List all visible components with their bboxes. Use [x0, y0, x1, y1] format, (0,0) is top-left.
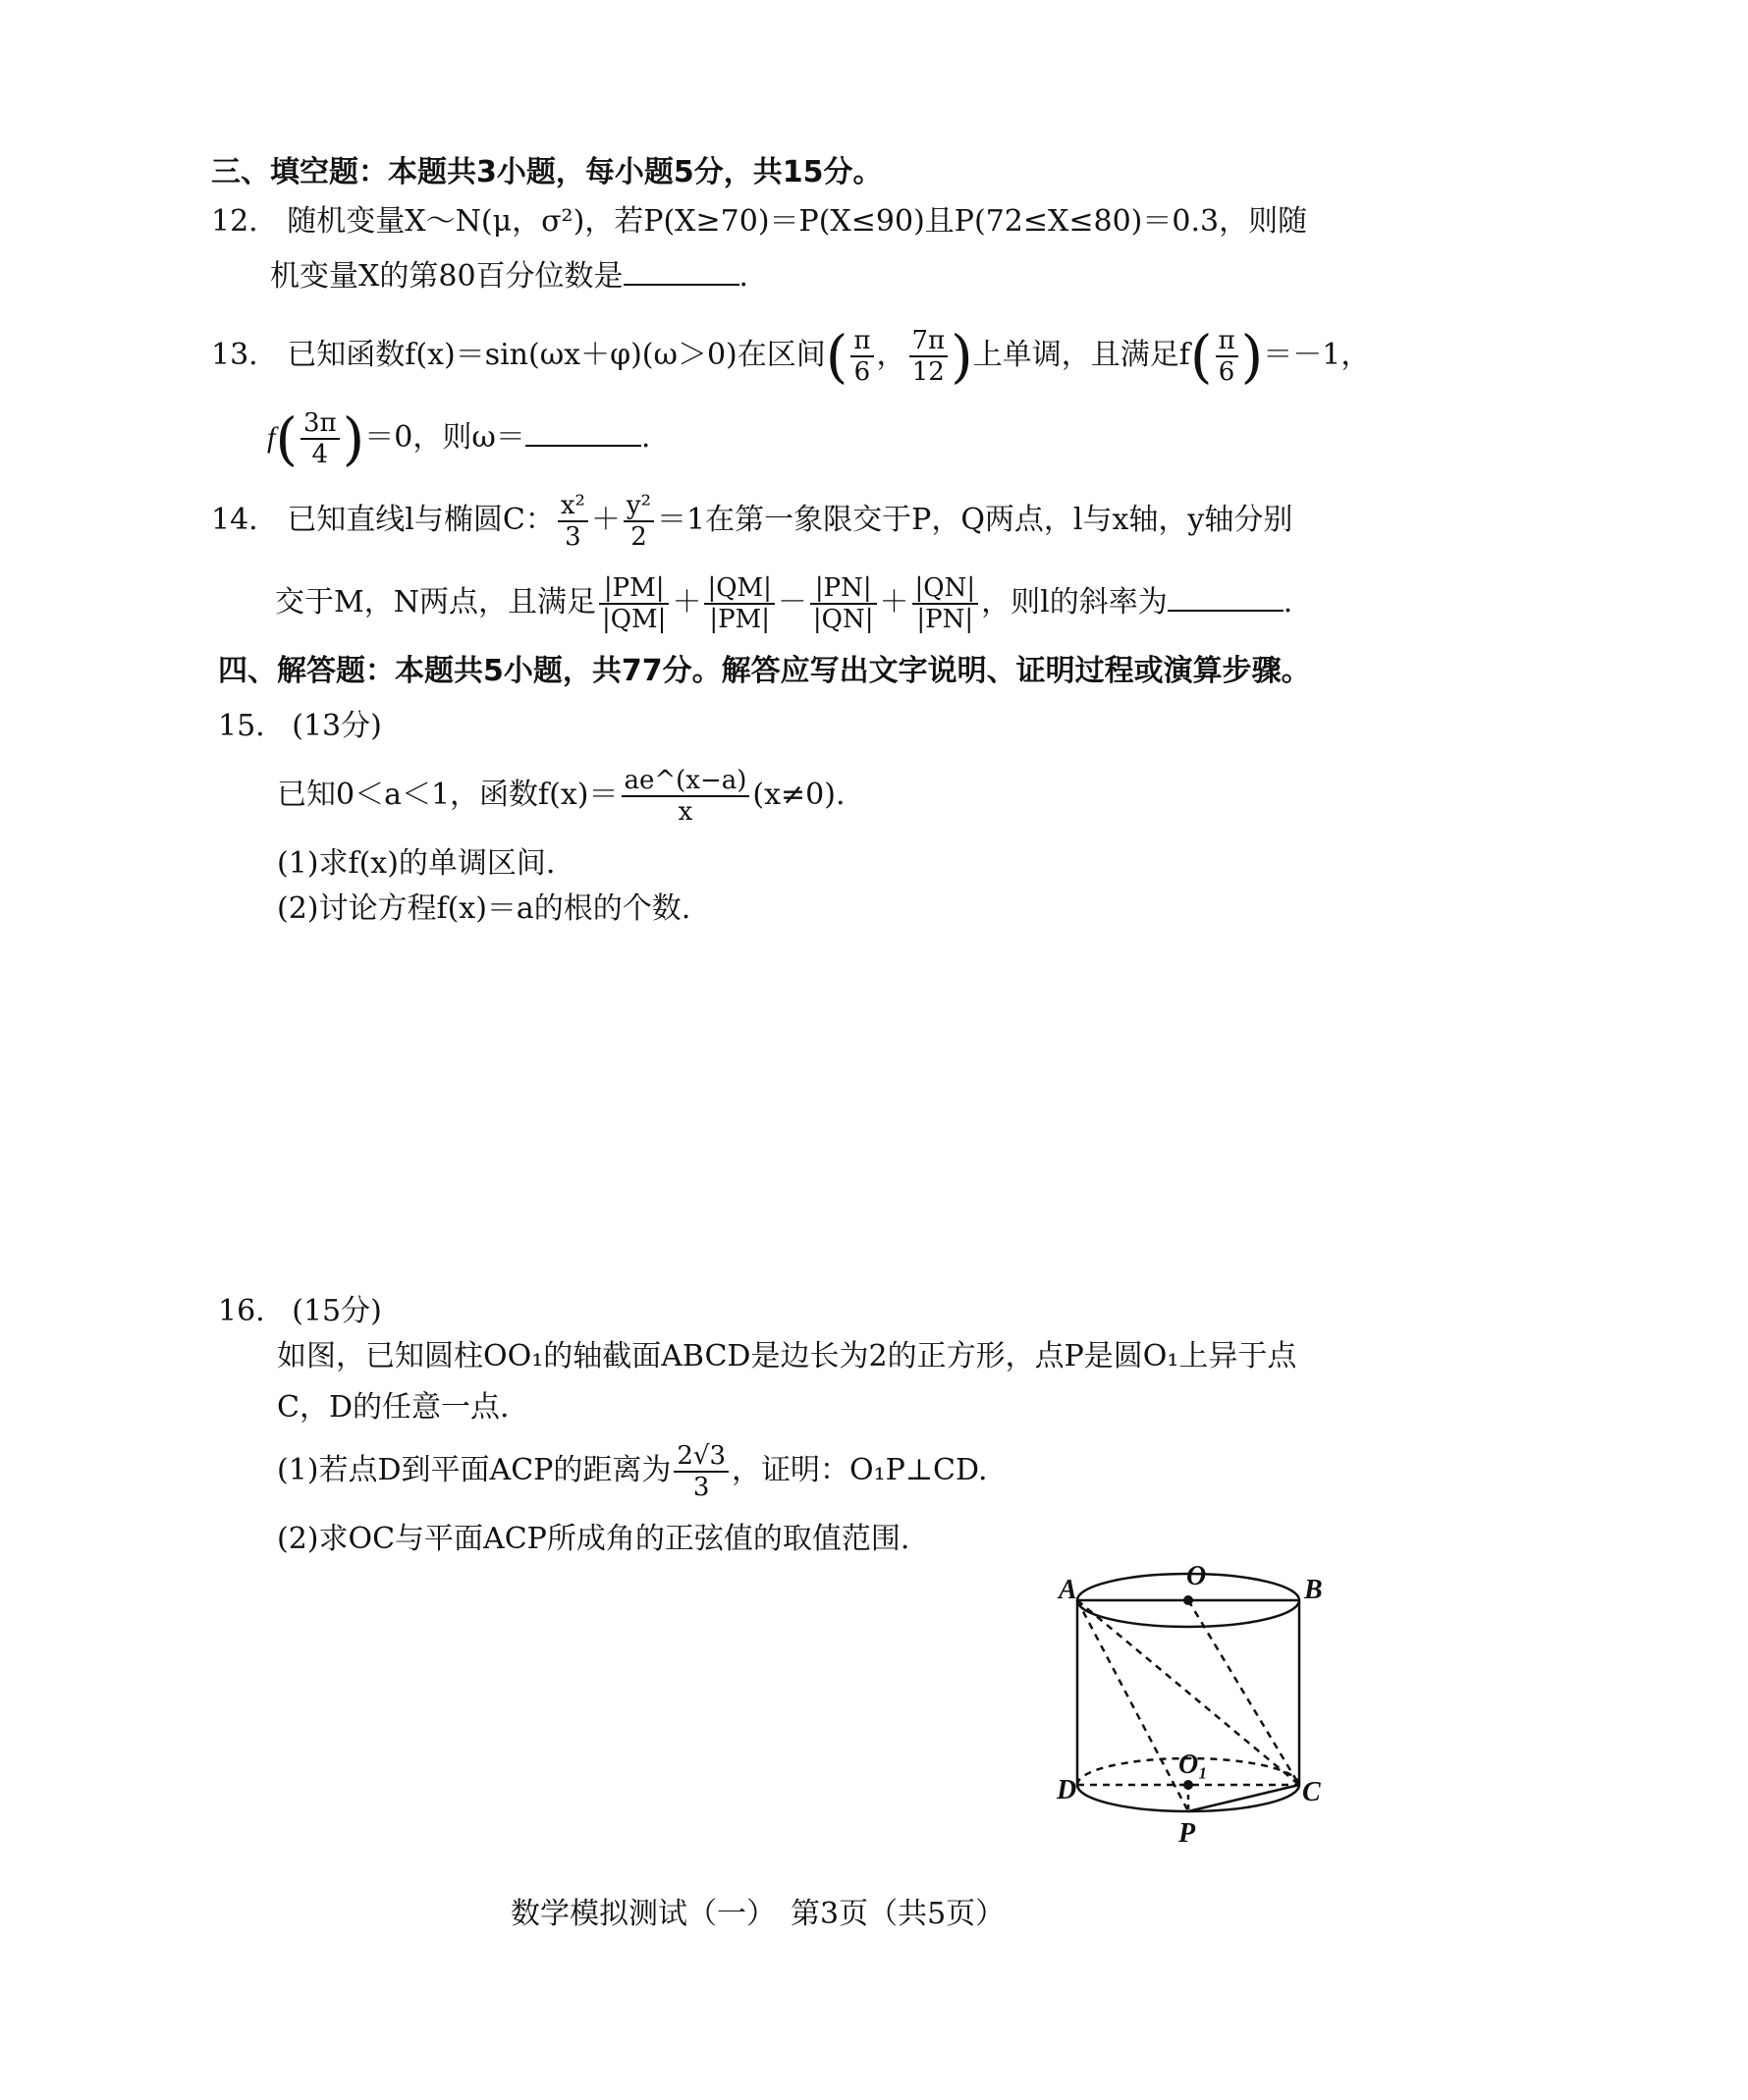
question-16-line-2: C，D的任意一点. [277, 1390, 510, 1425]
question-15-text-a: 已知0＜a＜1，函数f(x)＝ [277, 778, 619, 812]
cylinder-figure [1041, 1551, 1336, 1856]
question-16-part-1-text-b: ，证明：O₁P⊥CD. [732, 1453, 988, 1487]
answer-blank-14 [1168, 584, 1284, 612]
page-footer: 数学模拟测试（一） 第3页（共5页） [511, 1897, 1006, 1931]
question-13-text-d: ＝0，则ω＝ [364, 420, 525, 455]
minus-sign: － [777, 585, 807, 619]
segment-ap [1077, 1600, 1188, 1811]
question-12-line-2-row: 机变量X的第80百分位数是 . [270, 259, 749, 294]
question-15-heading [218, 707, 382, 746]
question-13-f-label: f [267, 421, 276, 454]
ratio-pm-qm: $\frac{|PM|}{|QM|}$ [599, 573, 669, 634]
question-12-line-2: 机变量X的第80百分位数是 [270, 259, 624, 294]
question-16-score: (15分) [292, 1294, 382, 1328]
question-12 [211, 202, 1307, 242]
question-13-text-c: ＝－1， [1263, 338, 1371, 372]
question-13: 13. 已知函数f(x)＝sin(ωx＋φ)(ω＞0)在区间( $\frac{\pi}{6}$ ， $\frac{7\pi}{12}$ )上单调，且满足f( $\frac{\pi}{6}$ )＝－1， [211, 323, 1371, 390]
label-p: P [1178, 1818, 1196, 1849]
question-14-text-d: ，则l的斜率为 [981, 585, 1168, 619]
label-o: O [1186, 1561, 1207, 1591]
ellipse-term-y: $\frac{\text{y²}}{2}$ [624, 491, 654, 552]
interval-right-fraction: $\frac{7\pi}{12}$ [909, 326, 949, 387]
section-3-header: 三、填空题：本题共3小题，每小题5分，共15分。 [211, 155, 883, 189]
interval-left-fraction: $\frac{\pi}{6}$ [850, 326, 873, 387]
ratio-qm-pm: $\frac{|QM|}{|PM|}$ [704, 573, 774, 634]
plus-sign-2: ＋ [672, 585, 702, 619]
label-c: C [1302, 1777, 1321, 1807]
question-16-part-2: (2)求OC与平面ACP所成角的正弦值的取值范围. [277, 1522, 910, 1556]
question-14-text-b: ＝1在第一象限交于P，Q两点，l与x轴，y轴分别 [657, 503, 1293, 537]
answer-blank-12 [624, 258, 739, 286]
question-15-number: 15. [218, 709, 265, 743]
plus-sign-3: ＋ [879, 585, 909, 619]
question-16-line-1: 如图，已知圆柱OO₁的轴截面ABCD是边长为2的正方形，点P是圆O₁上异于点 [277, 1339, 1297, 1373]
question-16-number: 16. [218, 1294, 265, 1328]
question-12-number: 12. [211, 204, 258, 239]
ratio-qn-pn: $\frac{|QN|}{|PN|}$ [912, 573, 979, 634]
ratio-pn-qn: $\frac{|PN|}{|QN|}$ [810, 573, 877, 634]
question-15-text-b: (x≠0). [752, 778, 846, 812]
question-16-heading [218, 1292, 382, 1331]
f-argument-fraction: $\frac{3\pi}{4}$ [300, 408, 340, 469]
question-14-text-a: 已知直线l与椭圆C： [287, 503, 555, 537]
question-16-part-1-text-a: (1)若点D到平面ACP的距离为 [277, 1453, 672, 1487]
question-14-line-2: 交于M，N两点，且满足 $\frac{|PM|}{|QM|}$ ＋ $\frac{|QM|}{|PM|}$ － $\frac{|PN|}{|QN|}$ ＋ $\frac{|QN|}{|PN|}$ ，则l的斜率为 . [275, 573, 1293, 634]
question-13-text-b: 上单调，且满足f [972, 338, 1190, 372]
section-4-header: 四、解答题：本题共5小题，共77分。解答应写出文字说明、证明过程或演算步骤。 [218, 654, 1311, 688]
distance-fraction: $\frac{2√3}{3}$ [674, 1441, 729, 1502]
question-15-part-1: (1)求f(x)的单调区间. [277, 846, 556, 881]
point-o1 [1183, 1780, 1193, 1790]
label-d: D [1057, 1775, 1077, 1805]
question-12-line-1: 随机变量X～N(μ，σ²)，若P(X≥70)＝P(X≤90)且P(72≤X≤80)＝0.3，则随 [287, 204, 1308, 239]
function-fraction: $\frac{ae\^{}(x-a)}{x}$ [622, 766, 750, 827]
label-b: B [1304, 1575, 1323, 1605]
plus-sign: ＋ [590, 503, 621, 537]
question-13-number: 13. [211, 338, 258, 372]
question-13-line-2: f( $\frac{3\pi}{4}$ )＝0，则ω＝ . [267, 405, 651, 472]
question-15-stem [277, 758, 846, 833]
question-16-part-1 [277, 1433, 988, 1508]
condition-fraction: $\frac{\pi}{6}$ [1216, 326, 1238, 387]
answer-blank-13 [525, 419, 641, 447]
point-o [1183, 1595, 1193, 1605]
ellipse-term-x: $\frac{\text{x²}}{3}$ [558, 491, 588, 552]
label-a: A [1059, 1575, 1077, 1605]
question-13-text-a: 已知函数f(x)＝sin(ωx＋φ)(ω＞0)在区间 [287, 338, 826, 372]
question-15-score: (13分) [292, 709, 382, 743]
question-14 [211, 483, 1292, 558]
question-14-text-c: 交于M，N两点，且满足 [275, 585, 596, 619]
question-14-number: 14. [211, 503, 258, 537]
question-15-part-2: (2)讨论方程f(x)＝a的根的个数. [277, 891, 691, 926]
label-o1: O₁ [1178, 1750, 1208, 1780]
